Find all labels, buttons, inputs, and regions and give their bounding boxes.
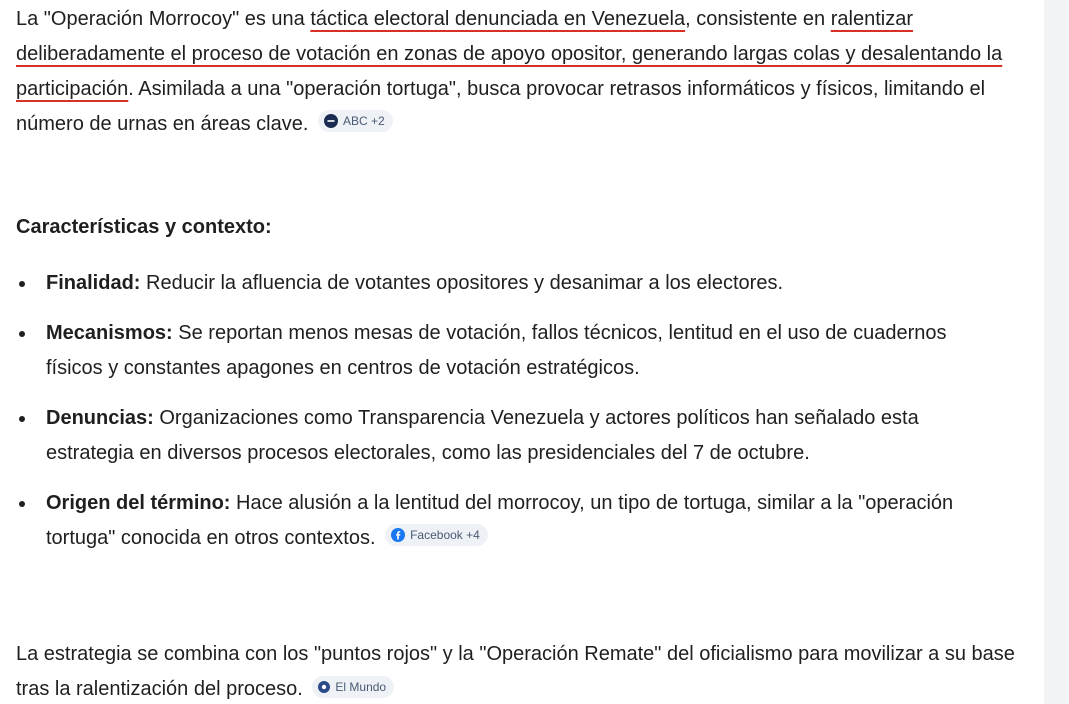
list-item-label: Denuncias: — [46, 407, 154, 429]
facebook-icon — [391, 528, 405, 542]
bullet-dot — [19, 281, 25, 287]
list-item — [16, 401, 1006, 471]
list-item-text: Hace alusión a la lentitud del morrocoy, un tipo de tortuga, similar a la "operación tortuga" conocida en otros contextos. — [46, 492, 954, 549]
list-item-label: Finalidad: — [46, 272, 141, 294]
intro-paragraph: La "Operación Morrocoy" es una táctica electoral denunciada en Venezuela, consistente en ralentizar deliberadamente el proceso de votación en zonas de apoyo opositor, generando largas colas y desalentando la participación. Asimilada a una "operación tortuga", busca provocar retrasos informáticos y físicos, limitando el número de urnas en áreas clave. ABC +2 — [16, 8, 1003, 135]
source-chip-facebook[interactable] — [385, 524, 488, 546]
source-chip-label: El Mundo — [335, 680, 387, 694]
right-side-panel — [1044, 0, 1069, 704]
section-heading: Características y contexto: — [16, 216, 272, 238]
list-item — [16, 266, 1006, 301]
list-item-text: Reducir la afluencia de votantes opositores y desanimar a los electores. — [140, 272, 784, 294]
source-chip-label: ABC +2 — [342, 114, 385, 128]
list-item — [16, 486, 1006, 556]
list-item-label: Mecanismos: — [46, 322, 173, 344]
underlined-phrase-tactic: táctica electoral denunciada en Venezuela — [310, 8, 686, 30]
underlined-phrase-slowdown: ralentizar deliberadamente el proceso de votación en zonas de apoyo opositor, generando largas colas y desalentando la participación — [16, 8, 1003, 100]
abc-source-icon — [324, 114, 338, 128]
characteristics-list — [16, 266, 1006, 571]
bullet-dot — [19, 416, 25, 422]
list-item-text: Organizaciones como Transparencia Venezuela y actores políticos han señalado esta estrategia en diversos procesos electorales, como las presidenciales del 7 de octubre. — [46, 407, 919, 464]
globe-icon — [318, 681, 330, 693]
list-item — [16, 316, 1006, 386]
source-chip-elmundo[interactable] — [312, 676, 394, 698]
list-item-text: Se reportan menos mesas de votación, fallos técnicos, lentitud en el uso de cuadernos físicos y constantes apagones en centros de votación estratégicos. — [46, 322, 947, 379]
bullet-dot — [19, 501, 25, 507]
list-item-label: Origen del término: — [46, 492, 231, 514]
source-chip-abc[interactable] — [318, 110, 393, 132]
bullet-dot — [19, 331, 25, 337]
source-chip-label: Facebook +4 — [410, 528, 480, 542]
closing-paragraph: La estrategia se combina con los "puntos rojos" y la "Operación Remate" del oficialismo para movilizar a su base tras la ralentización del proceso. El Mundo — [16, 643, 1015, 700]
